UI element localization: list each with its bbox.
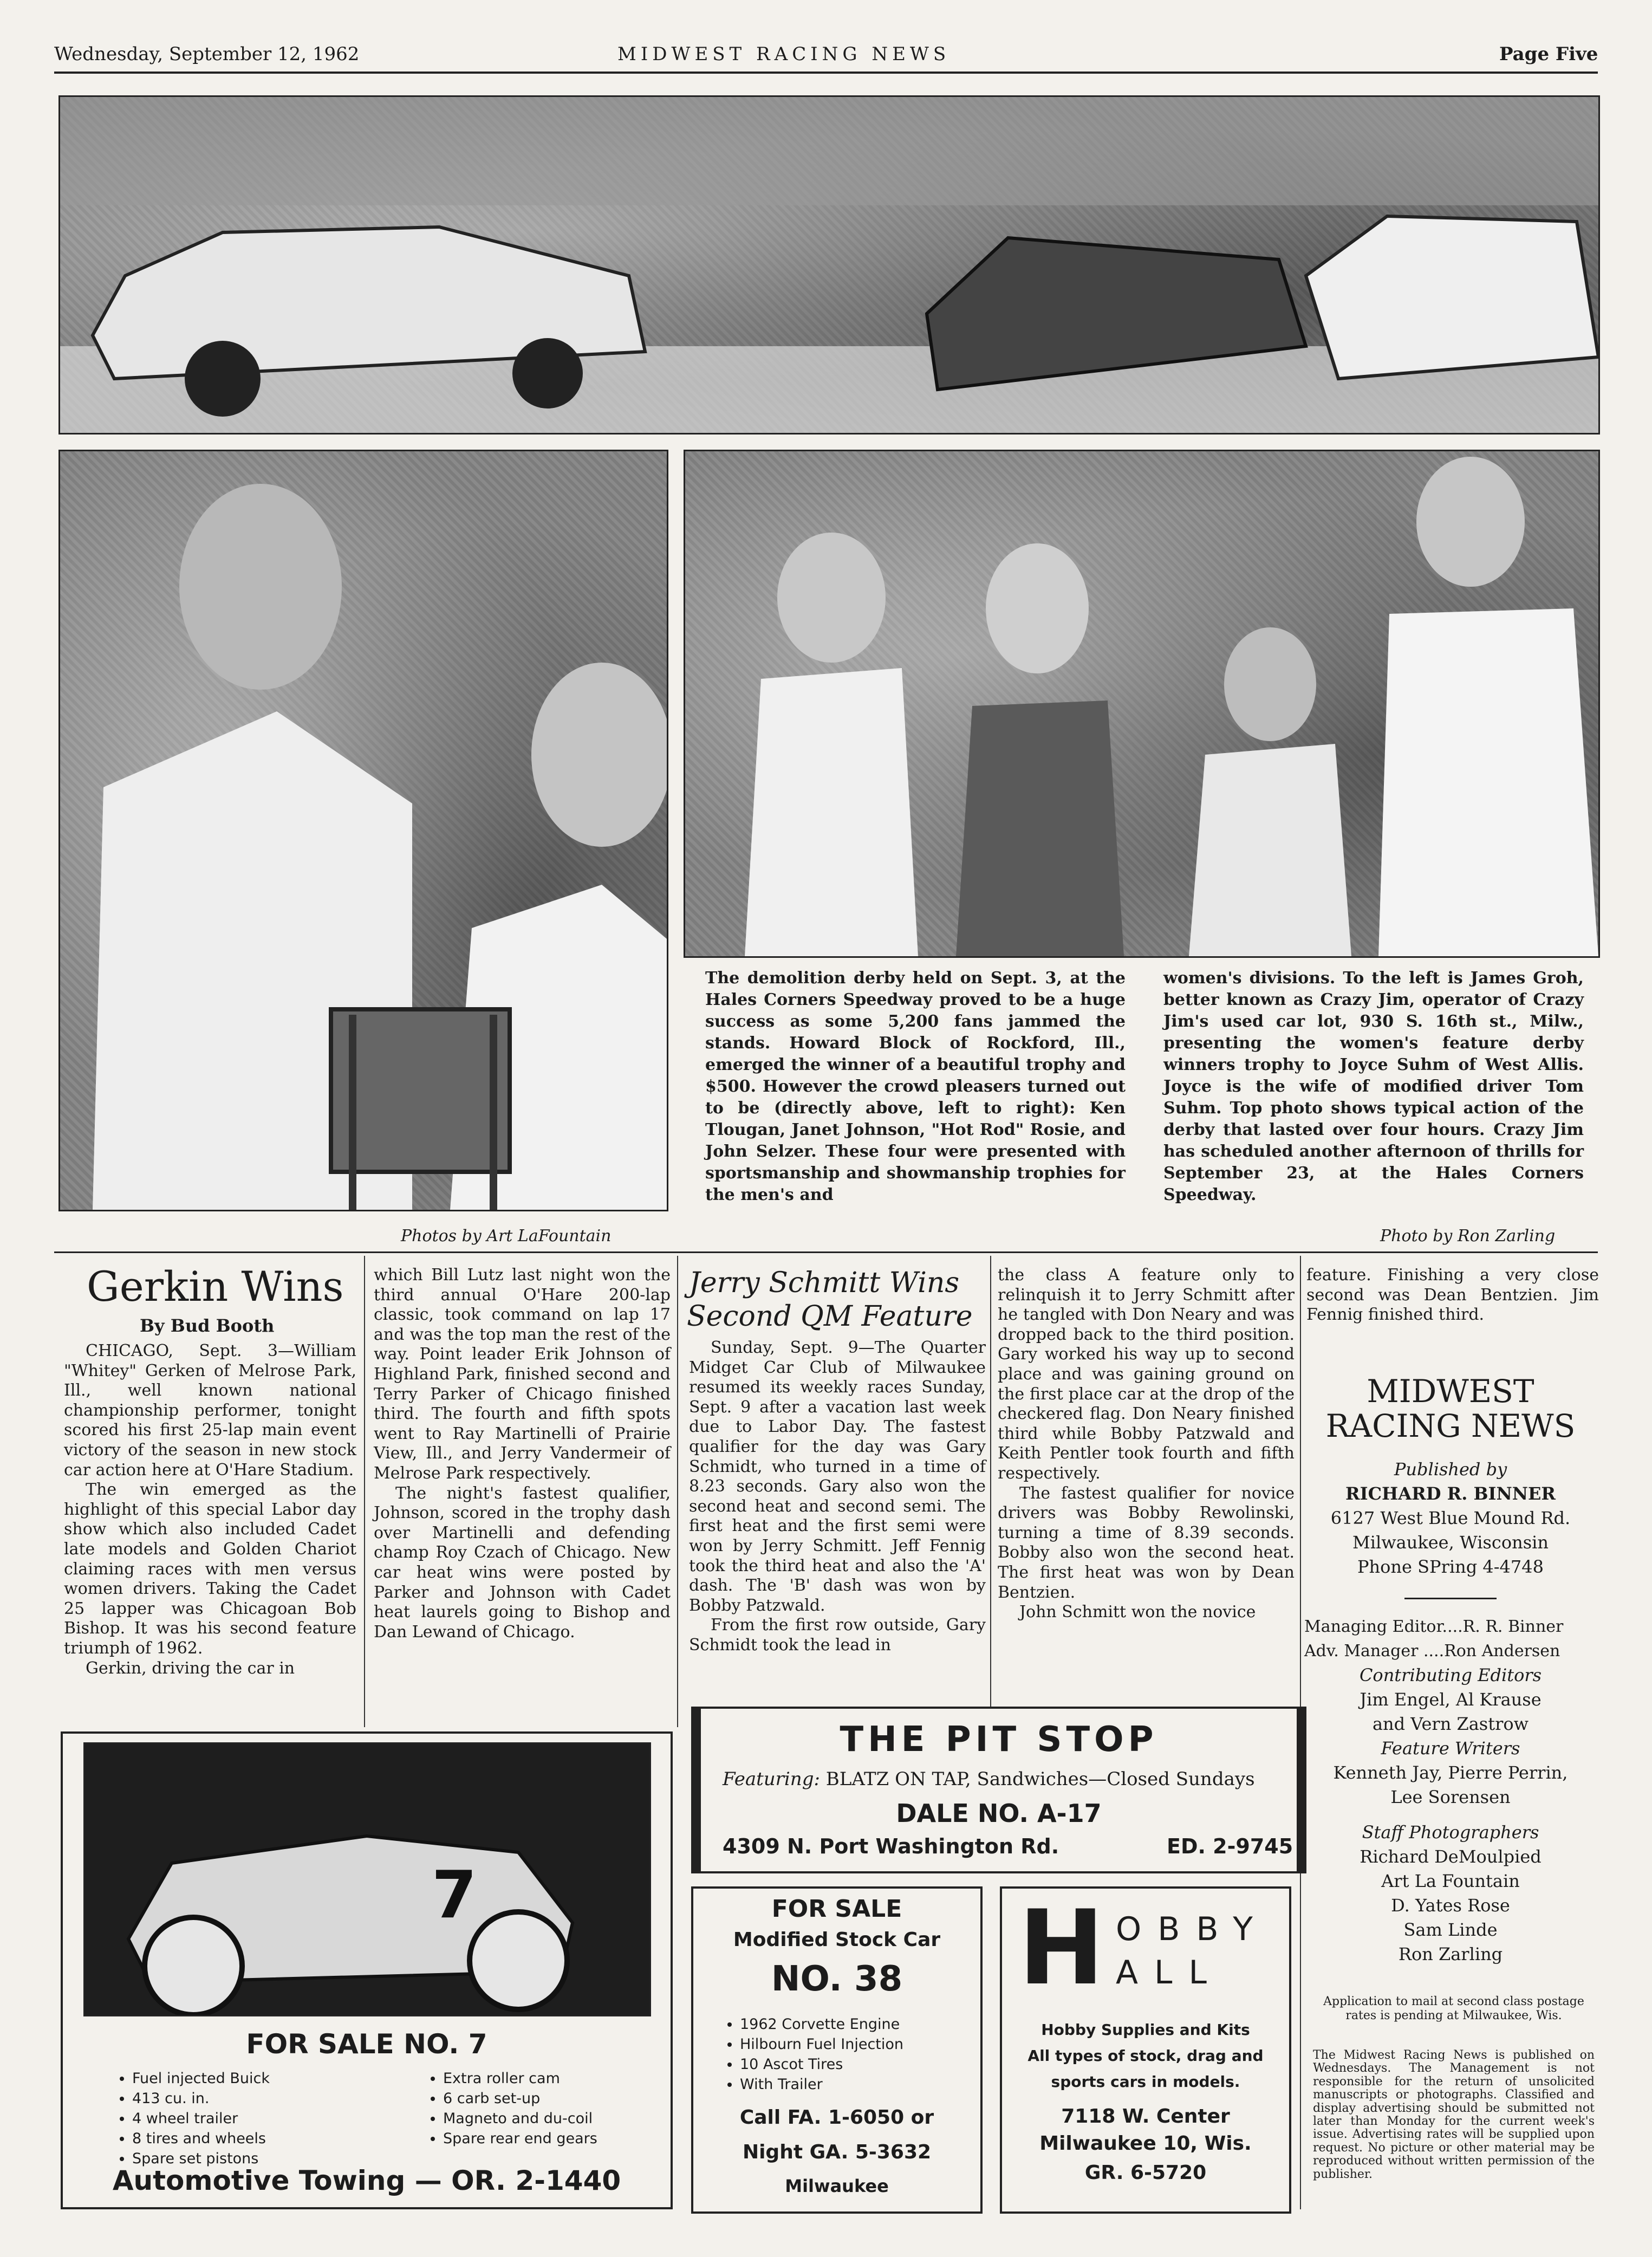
- trophy-winners-photo: [684, 450, 1600, 958]
- ad-7-item: • Fuel injected Buick: [132, 2068, 270, 2089]
- column-rule: [364, 1256, 365, 1727]
- feature-writers-1: Kenneth Jay, Pierre Perrin,: [1333, 1762, 1568, 1783]
- no38-number: NO. 38: [771, 1959, 903, 1999]
- gerkin-para-2: The win emerged as the highlight of this special Labor day show which also included Cadet late models and Golden Chariot claiming races with men versus women drivers. Taking the Cadet 25 lapper was Chicagoan Bob Bishop. It was his second feature triumph of 1962.: [64, 1480, 356, 1658]
- ad-no-38: [691, 1886, 983, 2214]
- ad-7-item: • 413 cu. in.: [132, 2089, 270, 2109]
- ad-hobby-hall: [1000, 1886, 1291, 2214]
- gerkin-column-1: [64, 1341, 356, 1678]
- mailing-notice: Application to mail at second class postage rates is pending at Milwaukee, Wis.: [1323, 1995, 1584, 2022]
- ad-7-footer: Automotive Towing — OR. 2-1440: [112, 2165, 621, 2196]
- masthead: [1304, 1374, 1597, 1967]
- no38-item: • 1962 Corvette Engine: [740, 2014, 903, 2034]
- right-photo-credit: Photo by Ron Zarling: [1380, 1227, 1556, 1246]
- gerkin-para-1: CHICAGO, Sept. 3—William "Whitey" Gerken of Melrose Park, Ill., well known national championship performer, tonight scored his first 25-lap main event victory of the season in new stock car action here at O'Hare Stadium.: [64, 1341, 356, 1480]
- staff-photographers-heading: Staff Photographers: [1362, 1822, 1539, 1843]
- hobby-obby: OBBY: [1116, 1910, 1269, 1948]
- publisher-address-1: 6127 West Blue Mound Rd.: [1330, 1508, 1571, 1528]
- ad-7-item: • 8 tires and wheels: [132, 2129, 270, 2149]
- page-number: Page Five: [1499, 43, 1598, 65]
- publisher-name: RICHARD R. BINNER: [1345, 1483, 1556, 1504]
- hobby-line-3: sports cars in models.: [1051, 2073, 1240, 2091]
- gerkin-headline: Gerkin Wins: [87, 1262, 344, 1311]
- no38-city: Milwaukee: [785, 2176, 889, 2196]
- managing-editor: Managing Editor....R. R. Binner: [1304, 1617, 1564, 1636]
- hobby-phone: GR. 6-5720: [1084, 2162, 1207, 2184]
- schmitt-headline-2: Second QM Feature: [687, 1300, 973, 1333]
- masthead-divider: [1404, 1598, 1497, 1599]
- ad-7-item: • 4 wheel trailer: [132, 2109, 270, 2129]
- ad-7-item: • Spare set pistons: [132, 2149, 270, 2169]
- published-by: Published by: [1394, 1459, 1507, 1480]
- ad-7-title: FOR SALE NO. 7: [246, 2028, 487, 2060]
- left-photo-credit: Photos by Art LaFountain: [401, 1227, 612, 1246]
- schmitt-para-5: John Schmitt won the novice: [1019, 1603, 1256, 1622]
- mid-rule: [54, 1251, 1598, 1253]
- schmitt-column-3: [1306, 1266, 1599, 1325]
- contributing-editors-1: Jim Engel, Al Krause: [1360, 1689, 1542, 1710]
- pit-stop-featuring: [723, 1768, 1255, 1790]
- hobby-big-h: H: [1018, 1888, 1105, 2008]
- contributing-heading: Contributing Editors: [1359, 1665, 1542, 1685]
- schmitt-column-1: [689, 1338, 986, 1656]
- pit-stop-title: THE PIT STOP: [840, 1720, 1158, 1760]
- schmitt-para-6: feature. Finishing a very close second was Dean Bentzien. Jim Fennig finished third.: [1306, 1266, 1599, 1325]
- publisher-notice: The Midwest Racing News is published on Wednesdays. The Management is not responsible for the return of unsolicited manuscripts or photographs. Classified and display advertising should be submitted not later than Monday for the current week's issue. Advertising rates will be supplied upon request. No picture or other material may be reproduced without written permission of the publisher.: [1313, 2048, 1595, 2181]
- schmitt-para-3: the class A feature only to relinquish it to Jerry Schmitt after he tangled with Don Neary and was dropped back to the third position. Gary worked his way up to second place and was gaining ground on the first place car at the drop of the checkered flag. Don Neary finished third while Bobby Patzwald and Keith Pentler took fourth and fifth respectively.: [998, 1266, 1295, 1483]
- paper-name: MIDWEST RACING NEWS: [617, 43, 951, 65]
- staff-photographer: Art La Fountain: [1381, 1871, 1520, 1891]
- column-rule: [990, 1256, 991, 1727]
- adv-manager: Adv. Manager ....Ron Andersen: [1304, 1642, 1560, 1661]
- contributing-editors-2: and Vern Zastrow: [1372, 1714, 1529, 1734]
- feature-writers-2: Lee Sorensen: [1390, 1787, 1511, 1807]
- ad-7-item: • 6 carb set-up: [443, 2089, 597, 2109]
- ad-7-item: • Extra roller cam: [443, 2068, 597, 2089]
- no38-call: Call FA. 1-6050 or: [739, 2106, 934, 2129]
- gerkin-byline: By Bud Booth: [140, 1315, 275, 1336]
- no38-for-sale: FOR SALE: [771, 1895, 902, 1923]
- featuring-text: BLATZ ON TAP, Sandwiches—Closed Sundays: [825, 1768, 1255, 1790]
- feature-writers-heading: Feature Writers: [1381, 1738, 1520, 1759]
- page-date: Wednesday, September 12, 1962: [54, 43, 360, 65]
- no38-night: Night GA. 5-3632: [742, 2141, 932, 2163]
- schmitt-headline-1: Jerry Schmitt Wins: [689, 1267, 960, 1299]
- hobby-address: 7118 W. Center: [1061, 2105, 1230, 2128]
- trophy-presentation-photo: [58, 450, 668, 1211]
- hobby-line-1: Hobby Supplies and Kits: [1041, 2021, 1250, 2039]
- masthead-title-1: MIDWEST: [1367, 1373, 1534, 1410]
- staff-photographer: D. Yates Rose: [1391, 1895, 1510, 1916]
- ad-7-item: • Magneto and du-coil: [443, 2109, 597, 2129]
- hobby-line-2: All types of stock, drag and: [1027, 2047, 1264, 2065]
- derby-action-photo: [58, 95, 1600, 434]
- ad-7-right-list: [424, 2068, 597, 2149]
- gerkin-para-4: which Bill Lutz last night won the third annual O'Hare 200-lap classic, took command on lap 17 and was the top man the rest of the way. Point leader Erik Johnson of Highland Park, finished second and Terry Parker of Chicago finished third. The fourth and fifth spots went to Ray Martinelli of Prairie View, Ill., and Jerry Vandermeir of Melrose Park respectively.: [374, 1266, 671, 1483]
- no38-subtitle: Modified Stock Car: [733, 1929, 941, 1951]
- header-rule: [54, 72, 1598, 74]
- staff-photographer: Ron Zarling: [1398, 1944, 1503, 1964]
- column-rule: [677, 1256, 678, 1727]
- schmitt-para-1: Sunday, Sept. 9—The Quarter Midget Car Club of Milwaukee resumed its weekly races Sunday, Sept. 9 after a vacation last week due to Labor Day. The fastest qualifier for the day was Gary Schmidt, who turned in a time of 8.23 seconds. Gary also won the second heat and second semi. The first heat and the first semi were won by Jerry Schmitt. Jeff Fennig took the third heat and also the 'A' dash. The 'B' dash was won by Bobby Patzwald.: [689, 1338, 986, 1615]
- race-car-photo: [83, 1742, 651, 2016]
- no38-item: • 10 Ascot Tires: [740, 2054, 903, 2074]
- featuring-label: Featuring:: [723, 1768, 820, 1790]
- pit-stop-phone: ED. 2-9745: [1167, 1834, 1293, 1858]
- photo-caption-col2: women's divisions. To the left is James Groh, better known as Crazy Jim, operator of Crazy Jim's used car lot, 930 S. 16th st., Milw., presenting the women's feature derby winners trophy to Joyce Suhm of West Allis. Joyce is the wife of modified driver Tom Suhm. Top photo shows typical action of the derby that lasted over four hours. Crazy Jim has scheduled another afternoon of thrills for September 23, at the Hales Corners Speedway.: [1163, 969, 1584, 1204]
- no38-list: [720, 2014, 903, 2094]
- staff-photographer: Richard DeMoulpied: [1360, 1846, 1542, 1867]
- photo-caption-col1: The demolition derby held on Sept. 3, at the Hales Corners Speedway proved to be a huge success as some 5,200 fans jammed the stands. Howard Block of Rockford, Ill., emerged the winner of a beautiful trophy and $500. However the crowd pleasers turned out to be (directly above, left to right): Ken Tlougan, Janet Johnson, "Hot Rod" Rosie, and John Selzer. These four were presented with sportsmanship and showmanship trophies for the men's and: [705, 969, 1126, 1204]
- pit-stop-address: 4309 N. Port Washington Rd.: [723, 1834, 1059, 1858]
- ad-7-left-list: [113, 2068, 270, 2169]
- hobby-city: Milwaukee 10, Wis.: [1039, 2132, 1252, 2155]
- publisher-phone: Phone SPring 4-4748: [1357, 1556, 1544, 1577]
- gerkin-para-5: The night's fastest qualifier, Johnson, scored in the trophy dash over Martinelli and defending champ Roy Czach of Chicago. New car heat wins were posted by Parker and Johnson with Cadet heat laurels going to Bishop and Dan Lewand of Chicago.: [374, 1483, 671, 1642]
- schmitt-column-2: [998, 1266, 1295, 1623]
- gerkin-para-3: Gerkin, driving the car in: [86, 1658, 295, 1678]
- svg-text:7: 7: [432, 1858, 477, 1933]
- ad-for-sale-no-7: [61, 1731, 673, 2209]
- ad-pit-stop: [691, 1707, 1306, 1873]
- schmitt-para-2: From the first row outside, Gary Schmidt took the lead in: [689, 1616, 986, 1655]
- no38-item: • Hilbourn Fuel Injection: [740, 2034, 903, 2054]
- no38-item: • With Trailer: [740, 2074, 903, 2094]
- masthead-title-2: RACING NEWS: [1325, 1408, 1576, 1444]
- gerkin-column-2: [374, 1266, 671, 1642]
- hobby-all: ALL: [1116, 1954, 1223, 1992]
- staff-photographer: Sam Linde: [1403, 1919, 1498, 1940]
- schmitt-para-4: The fastest qualifier for novice drivers was Bobby Rewolinski, turning a time of 8.39 seconds. Bobby also won the second heat. The first heat was won by Dean Bentzien.: [998, 1483, 1295, 1602]
- pit-stop-dale: DALE NO. A-17: [896, 1799, 1102, 1828]
- publisher-address-2: Milwaukee, Wisconsin: [1352, 1532, 1549, 1553]
- ad-7-item: • Spare rear end gears: [443, 2129, 597, 2149]
